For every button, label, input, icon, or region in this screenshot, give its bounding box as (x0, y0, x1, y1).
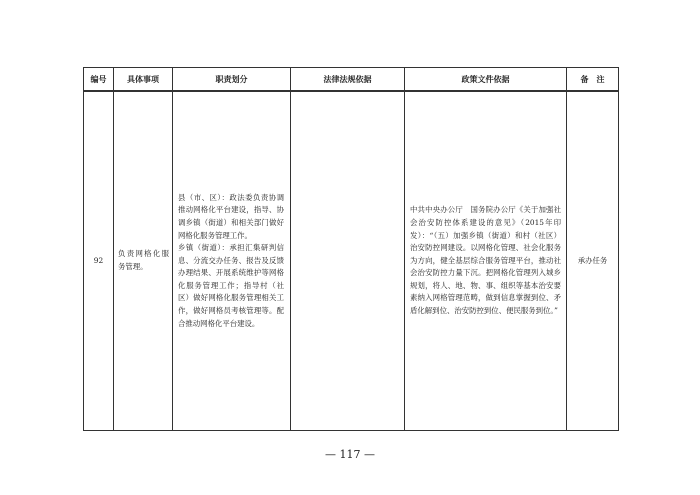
header-duty: 职责划分 (173, 68, 291, 92)
row-item-text: 负责网格化服务管理。 (118, 249, 169, 271)
page-number: — 117 — (325, 448, 375, 461)
duty-county-text: 县（市、区）：政法委负责协调推动网格化平台建设，指导、协调乡镇（街道）和相关部门做好网格化服务管理工作。 (178, 192, 284, 240)
responsibility-table (83, 67, 619, 431)
header-policy-basis: 政策文件依据 (405, 68, 567, 92)
row-item (114, 91, 173, 431)
policy-basis-text: 中共中央办公厅 国务院办公厅《关于加强社会治安防控体系建设的意见》（2015年印发）：“（五）加强乡镇（街道）和村（社区）治安防控网建设。以网格化管理、社会化服务为方向，健全基层综合服务管理平台，推动社会治安防控力量下沉。把网格化管理列入城乡规划，将人、地、物、事、组织等基本治安要素纳入网格管理范畴，做到信息掌握到位、矛盾化解到位、治安防控到位、便民服务到位。” (410, 205, 561, 316)
duty-township-text: 乡镇（街道）：承担汇集研判信息、分流交办任务、报告及反馈办理结果、开展系统维护等网格化服务管理工作；指导村（社区）做好网格化服务管理相关工作，做好网格员考核管理等。配合推动网格化平台建设。 (178, 243, 284, 328)
row-legal-basis (291, 91, 405, 431)
header-number: 编号 (84, 68, 114, 92)
table-row (84, 91, 619, 431)
header-legal-basis: 法律法规依据 (291, 68, 405, 92)
header-note: 备 注 (567, 68, 619, 92)
row-policy-basis (405, 91, 567, 431)
row-note: 承办任务 (567, 91, 619, 431)
header-item: 具体事项 (114, 68, 173, 92)
row-number: 92 (84, 91, 114, 431)
row-duty (173, 91, 291, 431)
table-header-row (84, 68, 619, 92)
